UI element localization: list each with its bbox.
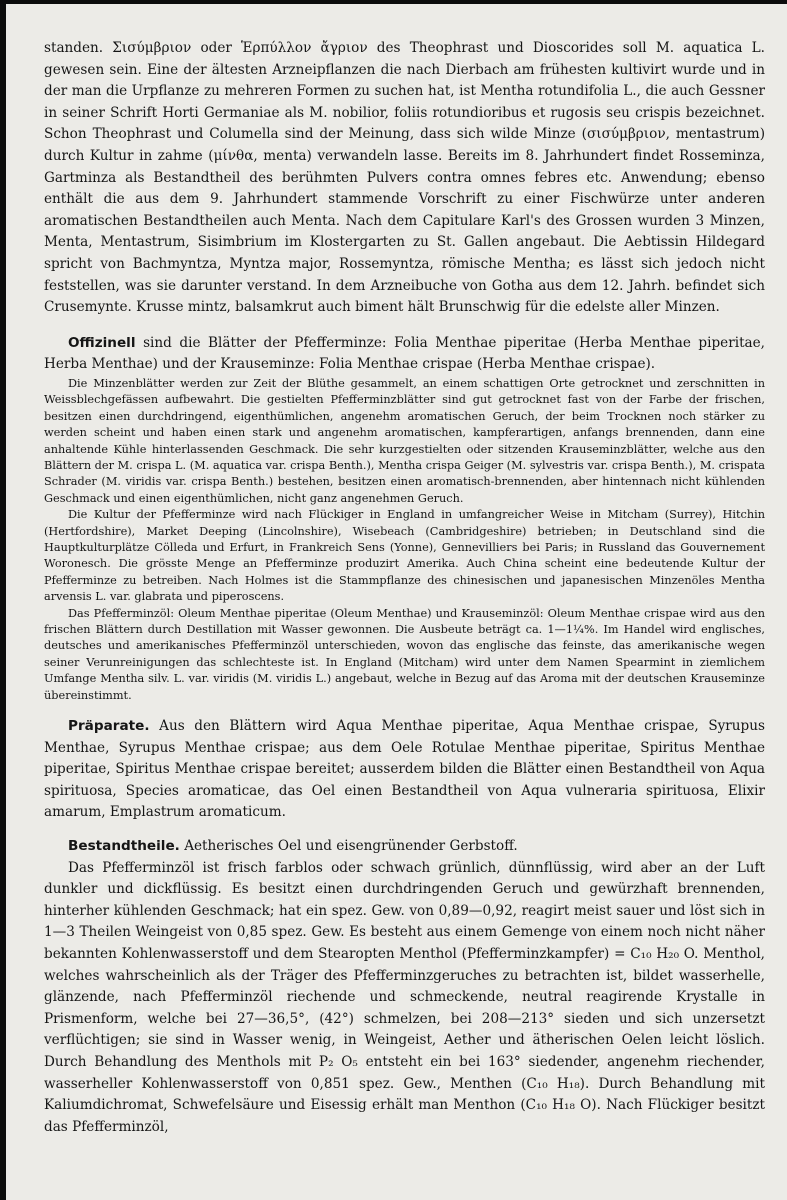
section-heading: Offizinell xyxy=(68,334,136,351)
paragraph-pfefferminzoel xyxy=(44,606,765,704)
paragraph-text: standen. Σισύμβριον oder Ἑρπύλλον ἄγριον des Theophrast und Dioscorides soll M. aquatica L. gewesen sein. Eine der ältesten Arzneipflanzen die nach Dierbach am frühesten kultivirt wurde und in der man die Urpflanze zu mehreren Formen zu suchen hat, ist Mentha rotundifolia L., die auch Gessner in seiner Schrift Horti Germaniae als M. nobilior, foliis rotundioribus et rugosis seu crispis bezeichnet. Schon Theophrast und Columella sind der Meinung, dass sich wilde Minze (σισύμβριον, mentastrum) durch Kultur in zahme (μίνθα, menta) verwandeln lasse. Bereits im 8. Jahrhundert findet Rosseminza, Gartminza als Bestandtheil des berühmten Pulvers contra omnes febres etc. Anwendung; ebenso enthält die aus dem 9. Jahrhundert stammende Vorschrift zu einer Fischwürze unter anderen aromatischen Bestandtheilen auch Menta. Nach dem Capitulare Karl's des Grossen wurden 3 Minzen, Menta, Mentastrum, Sisimbrium im Klostergarten zu St. Gallen angebaut. Die Aebtissin Hildegard spricht von Bachmyntza, Myntza major, Rossemyntza, römische Mentha; es lässt sich jedoch nicht feststellen, was sie darunter verstand. In dem Arzneibuche von Gotha aus dem 12. Jahrh. befindet sich Crusemynte. Krusse mintz, balsamkrut auch biment hält Brunschwig für die edelste aller Minzen. xyxy=(44,40,765,316)
paragraph-text: Die Minzenblätter werden zur Zeit der Blüthe gesammelt, an einem schattigen Orte getrocknet und zerschnitten in Weissblechgefässen aufbewahrt. Die gestielten Pfefferminzblätter sind gut getrocknet fast von der Farbe der frischen, besitzen einen durchdringend, eigenthümlichen, angenehm aromatischen Geruch, der beim Trocknen noch stärker zu werden scheint und haben einen stark und angenehm aromatischen, kampferartigen, anfangs brennenden, dann eine anhaltende Kühle hinterlassenden Geschmack. Die sehr kurzgestielten oder sitzenden Krauseminzblätter, welche aus den Blättern der M. crispa L. (M. aquatica var. crispa Benth.), Mentha crispa Geiger (M. sylvestris var. crispa Benth.), M. crispata Schrader (M. viridis var. crispa Benth.) bestehen, besitzen einen aromatisch-brennenden, aber hintennach nicht kühlenden Geschmack und einen eigenthümlichen, nicht ganz angenehmen Geruch. xyxy=(44,376,765,505)
paragraph-bestandtheile xyxy=(44,836,765,858)
paragraph-text: Aetherisches Oel und eisengrünender Gerbstoff. xyxy=(184,838,518,854)
paragraph-text: Aus den Blättern wird Aqua Menthae piperitae, Aqua Menthae crispae, Syrupus Menthae, Syrupus Menthae crispae; aus dem Oele Rotulae Menthae piperitae, Spiritus Menthae piperitae, Spiritus Menthae crispae bereitet; ausserdem bilden die Blätter einen Bestandtheil von Aqua spirituosa, Species aromaticae, das Oel einen Bestandtheil von Aqua vulneraria spirituosa, Elixir amarum, Emplastrum aromaticum. xyxy=(44,718,765,821)
paragraph-text: Die Kultur der Pfefferminze wird nach Flückiger in England in umfangreicher Weise in Mitcham (Surrey), Hitchin (Hertfordshire), Market Deeping (Lincolnshire), Wisebeach (Cambridgeshire) betrieben; in Deutschland sind die Hauptkulturplätze Cölleda und Erfurt, in Frankreich Sens (Yonne), Gennevilliers bei Paris; in Russland das Gouvernement Woronesch. Die grösste Menge an Pfefferminze produzirt Amerika. Auch China scheint eine bedeutende Kultur der Pfefferminze zu betreiben. Nach Holmes ist die Stammpflanze des chinesischen und japanesischen Minzenöles Mentha arvensis L. var. glabrata und piperoscens. xyxy=(44,508,765,604)
paragraph-text: Das Pfefferminzöl ist frisch farblos oder schwach grünlich, dünnflüssig, wird aber an der Luft dunkler und dickflüssig. Es besitzt einen durchdringenden Geruch und gewürzhaft brennenden, hinterher kühlenden Geschmack; hat ein spez. Gew. von 0,89—0,92, reagirt meist sauer und löst sich in 1—3 Theilen Weingeist von 0,85 spez. Gew. Es besteht aus einem Gemenge von einem noch nicht näher bekannten Kohlenwasserstoff und dem Stearopten Menthol (Pfefferminzkampfer) = C₁₀ H₂₀ O. Menthol, welches wahrscheinlich als der Träger des Pfefferminzgeruches zu betrachten ist, bildet wasserhelle, glänzende, nach Pfefferminzöl riechende und schmeckende, neutral reagirende Krystalle in Prismenform, welche bei 27—36,5°, (42°) schmelzen, bei 208—213° sieden und sich unzersetzt verflüchtigen; sie sind in Wasser wenig, in Weingeist, Aether und ätherischen Oelen leicht löslich. Durch Behandlung des Menthols mit P₂ O₅ entsteht ein bei 163° siedender, angenehm riechender, wasserheller Kohlenwasserstoff von 0,851 spez. Gew., Menthen (C₁₀ H₁₈). Durch Behandlung mit Kaliumdichromat, Schwefelsäure und Eisessig erhält man Menthon (C₁₀ H₁₈ O). Nach Flückiger besitzt das Pfefferminzöl, xyxy=(44,859,765,1135)
paragraph-minzenblaetter xyxy=(44,376,765,507)
section-heading: Bestandtheile. xyxy=(68,838,180,854)
book-page xyxy=(6,4,787,1200)
paragraph-praeparate xyxy=(44,716,765,824)
section-heading: Präparate. xyxy=(68,718,150,735)
paragraph-offizinell xyxy=(44,333,765,376)
paragraph-text: sind die Blätter der Pfefferminze: Folia Menthae piperitae (Herba Menthae piperitae, Herba Menthae) und der Krauseminze: Folia Menthae crispae (Herba Menthae crispae). xyxy=(44,334,766,373)
paragraph-history xyxy=(44,38,765,319)
paragraph-kultur xyxy=(44,507,765,605)
paragraph-oel-eigenschaften xyxy=(44,858,765,1139)
paragraph-text: Das Pfefferminzöl: Oleum Menthae piperitae (Oleum Menthae) und Krauseminzöl: Oleum Menthae crispae wird aus den frischen Blättern durch Destillation mit Wasser gewonnen. Die Ausbeute beträgt ca. 1—1¼%. Im Handel wird englisches, deutsches und amerikanisches Pfefferminzöl unterschieden, wovon das englische das feinste, das amerikanische wegen seiner Verunreinigungen das schlechteste ist. In England (Mitcham) wird unter dem Namen Spearmint in ziemlichem Umfange Mentha silv. L. var. viridis (M. viridis L.) angebaut, welche in Bezug auf das Aroma mit der deutschen Krauseminze übereinstimmt. xyxy=(44,606,765,702)
